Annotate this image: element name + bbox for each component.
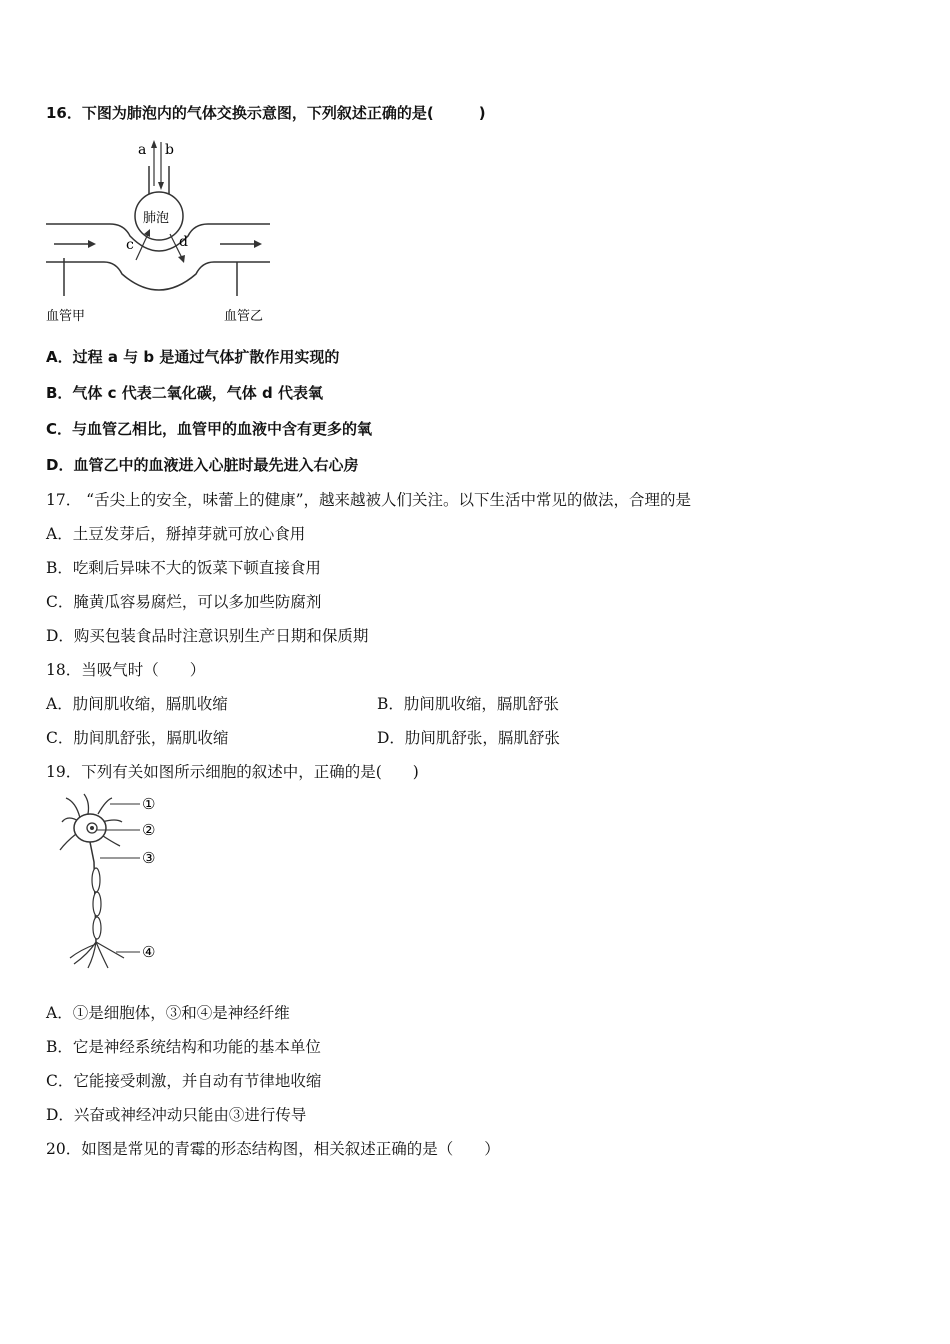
q18-option-d: D．肋间肌舒张，膈肌舒张 bbox=[377, 729, 560, 747]
q19-option-c: C．它能接受刺激，并自动有节律地收缩 bbox=[46, 1072, 322, 1090]
q16-option-a: A．过程 a 与 b 是通过气体扩散作用实现的 bbox=[46, 348, 340, 366]
label-vessel-jia: 血管甲 bbox=[46, 309, 86, 324]
q18-option-b: B．肋间肌收缩，膈肌舒张 bbox=[377, 695, 559, 713]
marker-1: ① bbox=[142, 795, 156, 813]
q17-option-d: D．购买包装食品时注意识别生产日期和保质期 bbox=[46, 627, 369, 645]
q18-option-a: A．肋间肌收缩，膈肌收缩 bbox=[46, 695, 228, 713]
q16-option-b: B．气体 c 代表二氧化碳，气体 d 代表氧 bbox=[46, 384, 323, 402]
q16-option-c: C．与血管乙相比，血管甲的血液中含有更多的氧 bbox=[46, 420, 373, 438]
marker-4: ④ bbox=[142, 943, 156, 961]
marker-3: ③ bbox=[142, 849, 156, 867]
q18-option-c: C．肋间肌舒张，膈肌收缩 bbox=[46, 729, 229, 747]
q17-option-c: C．腌黄瓜容易腐烂，可以多加些防腐剂 bbox=[46, 593, 322, 611]
q17-option-a: A．土豆发芽后，掰掉芽就可放心食用 bbox=[46, 525, 306, 543]
q16-stem: 16．下图为肺泡内的气体交换示意图，下列叙述正确的是( ) bbox=[46, 104, 486, 122]
label-vessel-yi: 血管乙 bbox=[224, 309, 264, 324]
q20-stem: 20．如图是常见的青霉的形态结构图，相关叙述正确的是（ ） bbox=[46, 1140, 500, 1158]
neuron-diagram bbox=[50, 792, 170, 974]
q19-option-a: A．①是细胞体，③和④是神经纤维 bbox=[46, 1004, 290, 1022]
q19-option-d: D．兴奋或神经冲动只能由③进行传导 bbox=[46, 1106, 307, 1124]
label-c: c bbox=[126, 237, 134, 253]
label-d: d bbox=[179, 234, 188, 250]
q16-option-d: D．血管乙中的血液进入心脏时最先进入右心房 bbox=[46, 456, 359, 474]
label-a: a bbox=[138, 142, 147, 158]
q19-stem: 19．下列有关如图所示细胞的叙述中，正确的是( ) bbox=[46, 763, 419, 781]
alveolus-diagram bbox=[44, 136, 284, 328]
q18-stem: 18．当吸气时（ ） bbox=[46, 661, 206, 679]
label-b: b bbox=[165, 142, 174, 158]
marker-2: ② bbox=[142, 821, 156, 839]
q19-option-b: B．它是神经系统结构和功能的基本单位 bbox=[46, 1038, 321, 1056]
label-alveolus: 肺泡 bbox=[143, 211, 170, 226]
q17-option-b: B．吃剩后异味不大的饭菜下顿直接食用 bbox=[46, 559, 321, 577]
q17-stem: 17． “舌尖上的安全，味蕾上的健康”，越来越被人们关注。以下生活中常见的做法，合理的是 bbox=[46, 491, 692, 509]
